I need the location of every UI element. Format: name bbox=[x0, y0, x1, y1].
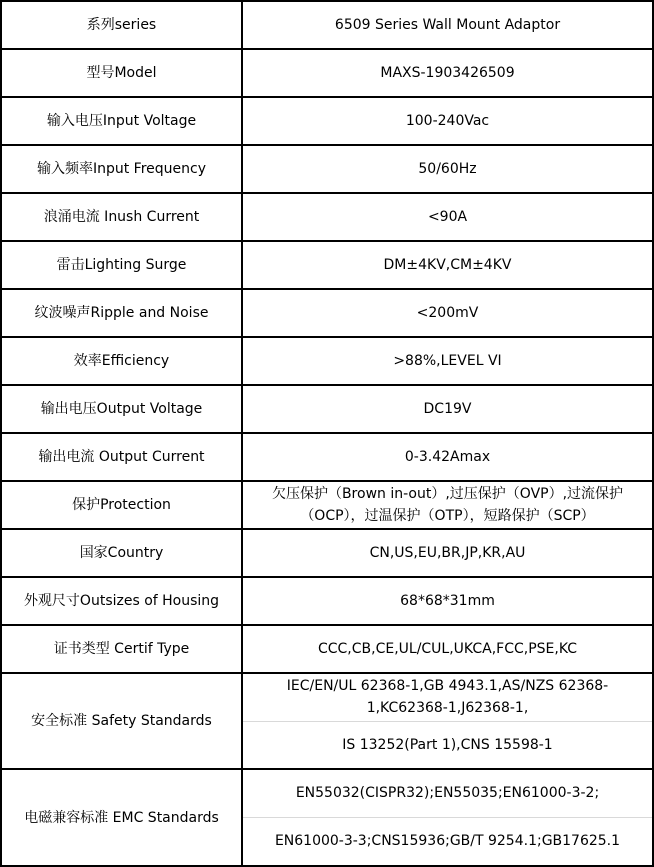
series-value: 6509 Series Wall Mount Adaptor bbox=[242, 1, 653, 49]
table-row bbox=[1, 241, 653, 289]
safety-standards-label: 安全标准 Safety Standards bbox=[1, 673, 242, 769]
output-current-label: 输出电流 Output Current bbox=[1, 433, 242, 481]
lighting-surge-label: 雷击Lighting Surge bbox=[1, 241, 242, 289]
efficiency-value: >88%,LEVEL VI bbox=[242, 337, 653, 385]
input-frequency-label: 输入频率Input Frequency bbox=[1, 145, 242, 193]
input-frequency-value: 50/60Hz bbox=[242, 145, 653, 193]
housing-size-value: 68*68*31mm bbox=[242, 577, 653, 625]
table-row bbox=[1, 673, 653, 721]
table-row bbox=[1, 145, 653, 193]
country-value: CN,US,EU,BR,JP,KR,AU bbox=[242, 529, 653, 577]
table-row bbox=[1, 337, 653, 385]
table-row bbox=[1, 529, 653, 577]
lighting-surge-value: DM±4KV,CM±4KV bbox=[242, 241, 653, 289]
efficiency-label: 效率Efficiency bbox=[1, 337, 242, 385]
ripple-noise-label: 纹波噪声Ripple and Noise bbox=[1, 289, 242, 337]
output-voltage-value: DC19V bbox=[242, 385, 653, 433]
table-row bbox=[1, 193, 653, 241]
table-row bbox=[1, 97, 653, 145]
model-value: MAXS-1903426509 bbox=[242, 49, 653, 97]
protection-label: 保护Protection bbox=[1, 481, 242, 529]
safety-standards-value-2: IS 13252(Part 1),CNS 15598-1 bbox=[242, 721, 653, 769]
table-row bbox=[1, 769, 653, 817]
input-voltage-value: 100-240Vac bbox=[242, 97, 653, 145]
table-row bbox=[1, 625, 653, 673]
table-row bbox=[1, 49, 653, 97]
emc-standards-label: 电磁兼容标准 EMC Standards bbox=[1, 769, 242, 866]
table-row bbox=[1, 481, 653, 529]
table-row bbox=[1, 1, 653, 49]
safety-standards-value-1: IEC/EN/UL 62368-1,GB 4943.1,AS/NZS 62368-1,KC62368-1,J62368-1, bbox=[242, 673, 653, 721]
certif-type-label: 证书类型 Certif Type bbox=[1, 625, 242, 673]
output-voltage-label: 输出电压Output Voltage bbox=[1, 385, 242, 433]
model-label: 型号Model bbox=[1, 49, 242, 97]
housing-size-label: 外观尺寸Outsizes of Housing bbox=[1, 577, 242, 625]
output-current-value: 0-3.42Amax bbox=[242, 433, 653, 481]
ripple-noise-value: <200mV bbox=[242, 289, 653, 337]
inrush-current-value: <90A bbox=[242, 193, 653, 241]
emc-standards-value-2: EN61000-3-3;CNS15936;GB/T 9254.1;GB17625.1 bbox=[242, 817, 653, 866]
certif-type-value: CCC,CB,CE,UL/CUL,UKCA,FCC,PSE,KC bbox=[242, 625, 653, 673]
protection-value: 欠压保护（Brown in-out）,过压保护（OVP）,过流保护（OCP），过温保护（OTP），短路保护（SCP） bbox=[242, 481, 653, 529]
input-voltage-label: 输入电压Input Voltage bbox=[1, 97, 242, 145]
emc-standards-value-1: EN55032(CISPR32);EN55035;EN61000-3-2; bbox=[242, 769, 653, 817]
series-label: 系列series bbox=[1, 1, 242, 49]
table-row bbox=[1, 577, 653, 625]
country-label: 国家Country bbox=[1, 529, 242, 577]
table-row bbox=[1, 385, 653, 433]
table-row bbox=[1, 433, 653, 481]
table-row bbox=[1, 289, 653, 337]
inrush-current-label: 浪涌电流 Inush Current bbox=[1, 193, 242, 241]
